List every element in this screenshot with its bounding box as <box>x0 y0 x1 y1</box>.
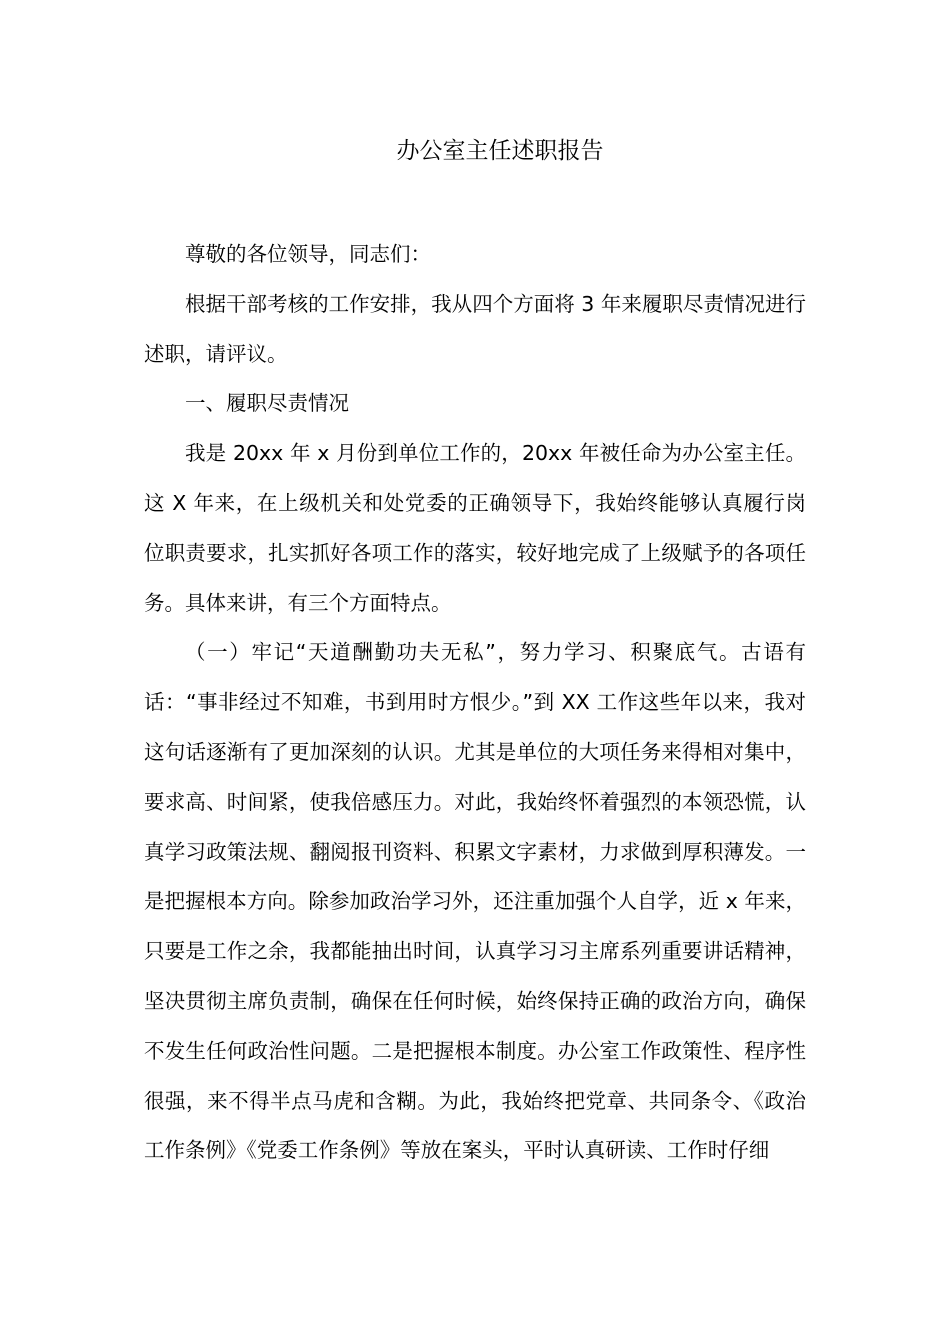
document-title: 办公室主任述职报告 <box>396 138 604 164</box>
intro-paragraph: 根据干部考核的工作安排，我从四个方面将 3 年来履职尽责情况进行述职，请评议。 <box>144 291 806 366</box>
salutation-paragraph: 尊敬的各位领导，同志们： <box>185 242 431 266</box>
body-paragraph: 我是 20xx 年 x 月份到单位工作的，20xx 年被任命为办公室主任。这 X 年来，在上级机关和处党委的正确领导下，我始终能够认真履行岗位职责要求，扎实抓好各项工作的落实，较好地完成了上级赋予的各项任务。具体来讲，有三个方面特点。 <box>144 441 806 615</box>
body-paragraph: （一）牢记“天道酬勤功夫无私”，努力学习、积聚底气。古语有话：“事非经过不知难，书到用时方恨少。”到 XX 工作这些年以来，我对这句话逐渐有了更加深刻的认识。尤其是单位的大项任务来得相对集中，要求高、时间紧，使我倍感压力。对此，我始终怀着强烈的本领恐慌，认真学习政策法规、翻阅报刊资料、积累文字素材，力求做到厚积薄发。一是把握根本方向。除参加政治学习外，还注重加强个人自学，近 x 年来，只要是工作之余，我都能抽出时间，认真学习习主席系列重要讲话精神，坚决贯彻主席负责制，确保在任何时候，始终保持正确的政治方向，确保不发生任何政治性问题。二是把握根本制度。办公室工作政策性、程序性很强，来不得半点马虎和含糊。为此，我始终把党章、共同条令、《政治工作条例》《党委工作条例》等放在案头，平时认真研读、工作时仔细 <box>144 640 806 1163</box>
document-body <box>144 230 806 1176</box>
section-heading: 一、履职尽责情况 <box>185 391 349 416</box>
